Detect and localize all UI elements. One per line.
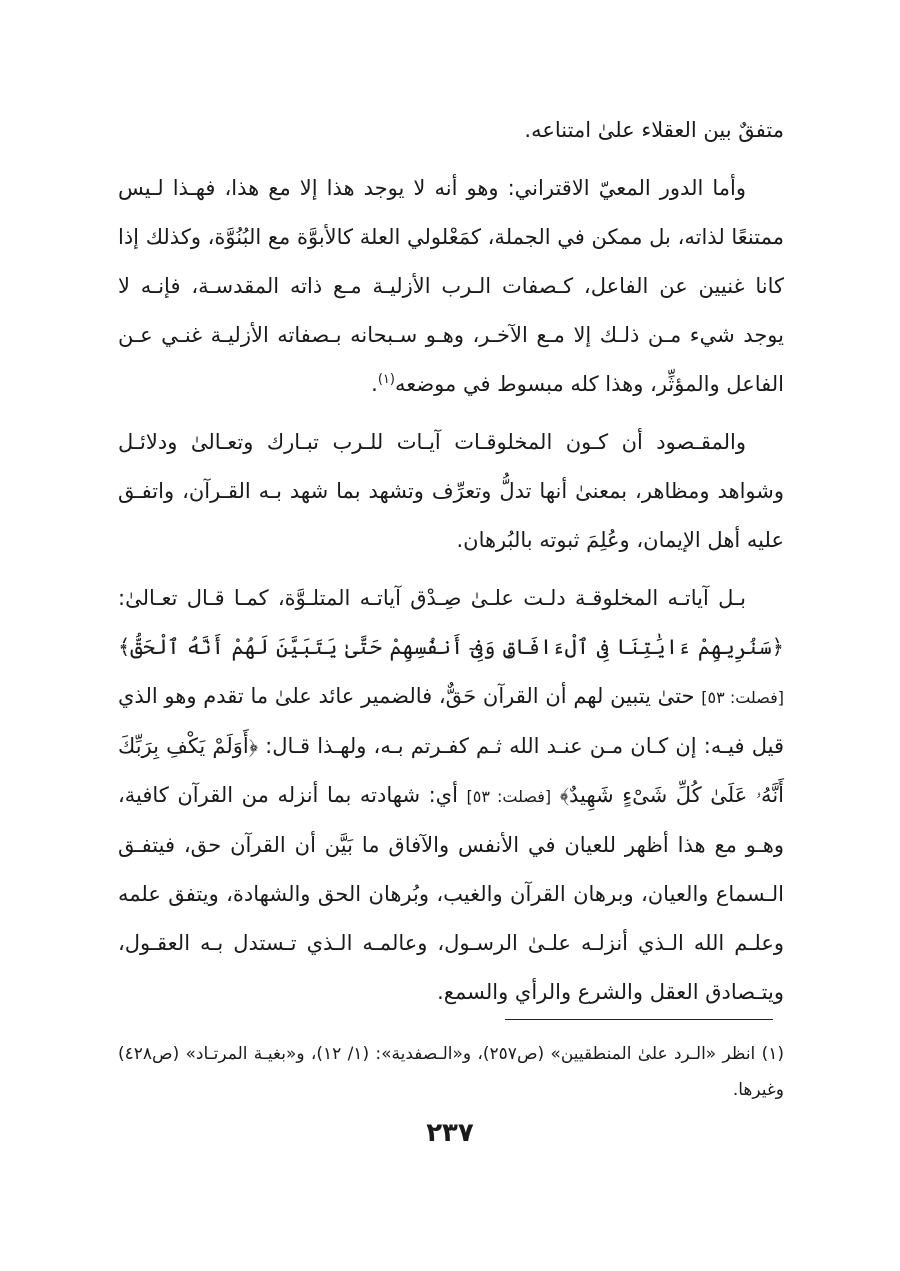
paragraph-2	[118, 164, 784, 409]
verse-reference-2: [فصلت: ٥٣]	[466, 787, 552, 806]
paragraph-3-text: والمقـصود أن كـون المخلوقـات آيـات للـرب تبـارك وتعـالىٰ ودلائـل وشواهد ومظاهر، بمعنىٰ أنها تدلُّ وتعرِّف وتشهد بما شهد بـه القـرآن، واتفـق عليه أهل الإيمان، وعُلِمَ ثبوته بالبُرهان.	[118, 430, 784, 552]
footnote-text: (١) انظر «الـرد علىٰ المنطقيين» (ص٢٥٧)، و«الـصفدية»: (١/ ١٢)، و«بغيـة المرتـاد» (ص٤٢٨) وغيرها.	[118, 1044, 784, 1100]
main-text	[118, 106, 784, 1026]
verse-reference-1: [فصلت: ٥٣]	[701, 688, 784, 707]
paragraph-1	[118, 106, 784, 155]
footnote-marker[interactable]: (١)	[377, 372, 395, 387]
paragraph-3	[118, 418, 784, 565]
footnote-divider	[505, 1019, 773, 1020]
quran-verse-2: ﴿أَوَلَمْ يَكْفِ بِرَبِّكَ أَنَّهُۥ عَلَىٰ كُلِّ شَىْءٍ شَهِيدٌ﴾	[118, 734, 784, 807]
paragraph-1-text: متفقٌ بين العقلاء علىٰ امتناعه.	[524, 118, 784, 142]
paragraph-4-text-c: أي: شهادته بما أنزله من القرآن كافية، وهـو مع هذا أظهر للعيان في الأنفس والآفاق ما بَيَّن أن القرآن حق، فيتفـق الـسماع والعيان، وبرهان القرآن والغيب، وبُرهان الحق والشهادة، ويتفق علمه وعلـم الله الـذي أنزلـه علـىٰ الرسـول، وعالمـه الـذي تـستدل بـه العقـول، ويتـصادق العقل والشرع والرأي والسمع.	[118, 783, 784, 1004]
paragraph-2-text: وأما الدور المعيّ الاقتراني: وهو أنه لا يوجد هذا إلا مع هذا، فهـذا لـيس ممتنعًا لذاته، بل ممكن في الجملة، كمَعْلولي العلة كالأبوَّة مع البُنُوَّة، وكذلك إذا كانا غنيين عن الفاعل، كـصفات الـرب الأزليـة مـع ذاته المقدسـة، فإنـه لا يوجد شيء مـن ذلـك إلا مـع الآخـر، وهـو سـبحانه بـصفاته الأزليـة غنـي عـن الفاعل والمؤثِّر، وهذا كله مبسوط في موضعه	[118, 176, 784, 396]
page-number: ٢٣٧	[426, 1118, 474, 1148]
paragraph-4	[118, 574, 784, 1017]
paragraph-4-text-b: حتىٰ يتبين لهم أن القرآن حَقٌّ، فالضمير عائد علىٰ ما تقدم وهو الذي قيل فيـه: إن كـان مـن عنـد الله ثـم كفـرتم بـه، ولهـذا قـال:	[118, 684, 784, 758]
footnote	[118, 1036, 784, 1108]
quran-verse-1: ﴿سَنُرِيهِمْ ءَايَٰتِنَا فِى ٱلْءَافَاقِ وَفِىٓ أَنفُسِهِمْ حَتَّىٰ يَتَبَيَّنَ لَهُمْ أَنَّهُ ٱلْحَقُّ﴾	[118, 635, 784, 659]
paragraph-4-text-a: بـل آياتـه المخلوقـة دلـت علـىٰ صِـدْق آياتـه المتلـوَّة، كمـا قـال تعـالىٰ:	[118, 586, 746, 610]
paragraph-2-end: .	[371, 372, 378, 396]
